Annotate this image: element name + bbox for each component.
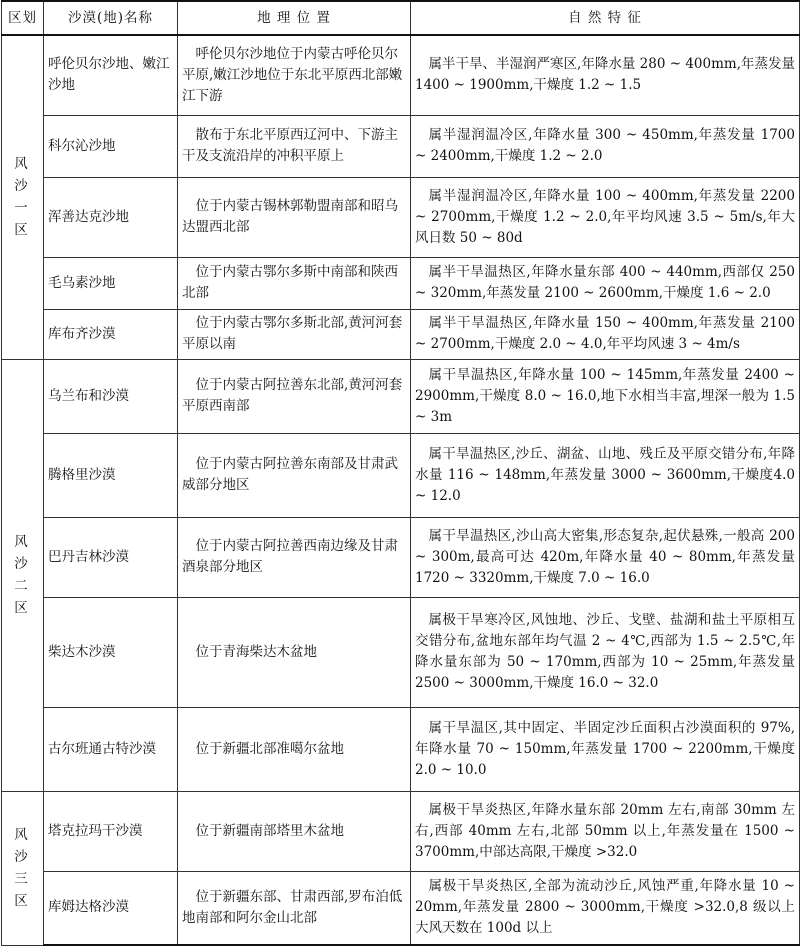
table-row bbox=[2, 35, 800, 115]
desert-feature: 属极干旱炎热区,年降水量东部 20mm 左右,南部 30mm 左右,西部 40mm 左右,北部 50mm 以上,年蒸发量在 1500 ~ 3700mm,中部达高限,干燥度 >32.0 bbox=[411, 791, 800, 871]
desert-name: 古尔班通古特沙漠 bbox=[44, 707, 178, 791]
desert-location: 位于内蒙古锡林郭勒盟南部和昭乌达盟西北部 bbox=[178, 177, 411, 257]
header-name: 沙漠(地)名称 bbox=[44, 1, 178, 35]
desert-name: 腾格里沙漠 bbox=[44, 433, 178, 517]
table-row bbox=[2, 871, 800, 945]
desert-characteristics-table bbox=[1, 0, 800, 946]
table-row bbox=[2, 177, 800, 257]
desert-location: 呼伦贝尔沙地位于内蒙古呼伦贝尔平原,嫩江沙地位于东北平原西北部嫩江下游 bbox=[178, 35, 411, 115]
desert-feature: 属半湿润温冷区,年降水量 300 ~ 450mm,年蒸发量 1700 ~ 2400mm,干燥度 1.2 ~ 2.0 bbox=[411, 115, 800, 177]
desert-name: 呼伦贝尔沙地、嫩江沙地 bbox=[44, 35, 178, 115]
desert-name: 库布齐沙漠 bbox=[44, 309, 178, 359]
desert-name: 巴丹吉林沙漠 bbox=[44, 517, 178, 597]
header-location: 地 理 位 置 bbox=[178, 1, 411, 35]
table-row bbox=[2, 257, 800, 309]
desert-feature: 属干旱温热区,年降水量 100 ~ 145mm,年蒸发量 2400 ~ 2900mm,干燥度 8.0 ~ 16.0,地下水相当丰富,埋深一般为 1.5 ~ 3m bbox=[411, 359, 800, 433]
desert-location: 位于新疆东部、甘肃西部,罗布泊低地南部和阿尔金山北部 bbox=[178, 871, 411, 945]
desert-location: 位于新疆南部塔里木盆地 bbox=[178, 791, 411, 871]
desert-feature: 属半干旱温热区,年降水量 150 ~ 400mm,年蒸发量 2100 ~ 2700mm,干燥度 2.0 ~ 4.0,年平均风速 3 ~ 4m/s bbox=[411, 309, 800, 359]
desert-name: 乌兰布和沙漠 bbox=[44, 359, 178, 433]
table-row bbox=[2, 517, 800, 597]
desert-feature: 属极干旱炎热区,全部为流动沙丘,风蚀严重,年降水量 10 ~ 20mm,年蒸发量 2800 ~ 3000mm,干燥度 >32.0,8 级以上大风天数在 100d 以上 bbox=[411, 871, 800, 945]
header-row bbox=[2, 1, 800, 35]
desert-feature: 属极干旱寒冷区,风蚀地、沙丘、戈壁、盐湖和盐土平原相互交错分布,盆地东部年均气温 2 ~ 4℃,西部为 1.5 ~ 2.5℃,年降水量东部为 50 ~ 170mm,西部为 10 ~ 25mm,年蒸发量 2500 ~ 3000mm,干燥度 16.0 ~ 32.0 bbox=[411, 597, 800, 707]
table-row bbox=[2, 707, 800, 791]
table-row bbox=[2, 115, 800, 177]
region-cell: 风沙三区 bbox=[2, 791, 44, 945]
desert-feature: 属半干旱温热区,年降水量东部 400 ~ 440mm,西部仅 250 ~ 320mm,年蒸发量 2100 ~ 2600mm,干燥度 1.6 ~ 2.0 bbox=[411, 257, 800, 309]
desert-location: 位于新疆北部准噶尔盆地 bbox=[178, 707, 411, 791]
desert-location: 位于内蒙古鄂尔多斯北部,黄河河套平原以南 bbox=[178, 309, 411, 359]
desert-location: 位于内蒙古鄂尔多斯中南部和陕西北部 bbox=[178, 257, 411, 309]
region-cell: 风沙二区 bbox=[2, 359, 44, 791]
table-row bbox=[2, 597, 800, 707]
header-region: 区划 bbox=[2, 1, 44, 35]
desert-location: 散布于东北平原西辽河中、下游主干及支流沿岸的冲积平原上 bbox=[178, 115, 411, 177]
desert-feature: 属干旱温热区,沙丘、湖盆、山地、残丘及平原交错分布,年降水量 116 ~ 148mm,年蒸发量 3000 ~ 3600mm,干燥度4.0 ~ 12.0 bbox=[411, 433, 800, 517]
region-cell: 风沙一区 bbox=[2, 35, 44, 359]
desert-location: 位于内蒙古阿拉善东北部,黄河河套平原西南部 bbox=[178, 359, 411, 433]
desert-name: 浑善达克沙地 bbox=[44, 177, 178, 257]
table-row bbox=[2, 309, 800, 359]
desert-name: 柴达木沙漠 bbox=[44, 597, 178, 707]
table-row bbox=[2, 791, 800, 871]
desert-feature: 属半干旱、半湿润严寒区,年降水量 280 ~ 400mm,年蒸发量 1400 ~ 1900mm,干燥度 1.2 ~ 1.5 bbox=[411, 35, 800, 115]
desert-feature: 属半湿润温冷区,年降水量 100 ~ 400mm,年蒸发量 2200 ~ 2700mm,干燥度 1.2 ~ 2.0,年平均风速 3.5 ~ 5m/s,年大风日数 50 ~ 80d bbox=[411, 177, 800, 257]
desert-name: 科尔沁沙地 bbox=[44, 115, 178, 177]
desert-name: 库姆达格沙漠 bbox=[44, 871, 178, 945]
header-feature: 自 然 特 征 bbox=[411, 1, 800, 35]
desert-name: 塔克拉玛干沙漠 bbox=[44, 791, 178, 871]
table-row bbox=[2, 359, 800, 433]
desert-location: 位于内蒙古阿拉善西南边缘及甘肃酒泉部分地区 bbox=[178, 517, 411, 597]
desert-name: 毛乌素沙地 bbox=[44, 257, 178, 309]
desert-feature: 属干旱温热区,沙山高大密集,形态复杂,起伏悬殊,一般高 200 ~ 300m,最高可达 420m,年降水量 40 ~ 80mm,年蒸发量 1720 ~ 3320mm,干燥度 7.0 ~ 16.0 bbox=[411, 517, 800, 597]
desert-location: 位于青海柴达木盆地 bbox=[178, 597, 411, 707]
desert-feature: 属干旱温区,其中固定、半固定沙丘面积占沙漠面积的 97%,年降水量 70 ~ 150mm,年蒸发量 1700 ~ 2200mm,干燥度 2.0 ~ 10.0 bbox=[411, 707, 800, 791]
table-row bbox=[2, 433, 800, 517]
desert-location: 位于内蒙古阿拉善东南部及甘肃武威部分地区 bbox=[178, 433, 411, 517]
